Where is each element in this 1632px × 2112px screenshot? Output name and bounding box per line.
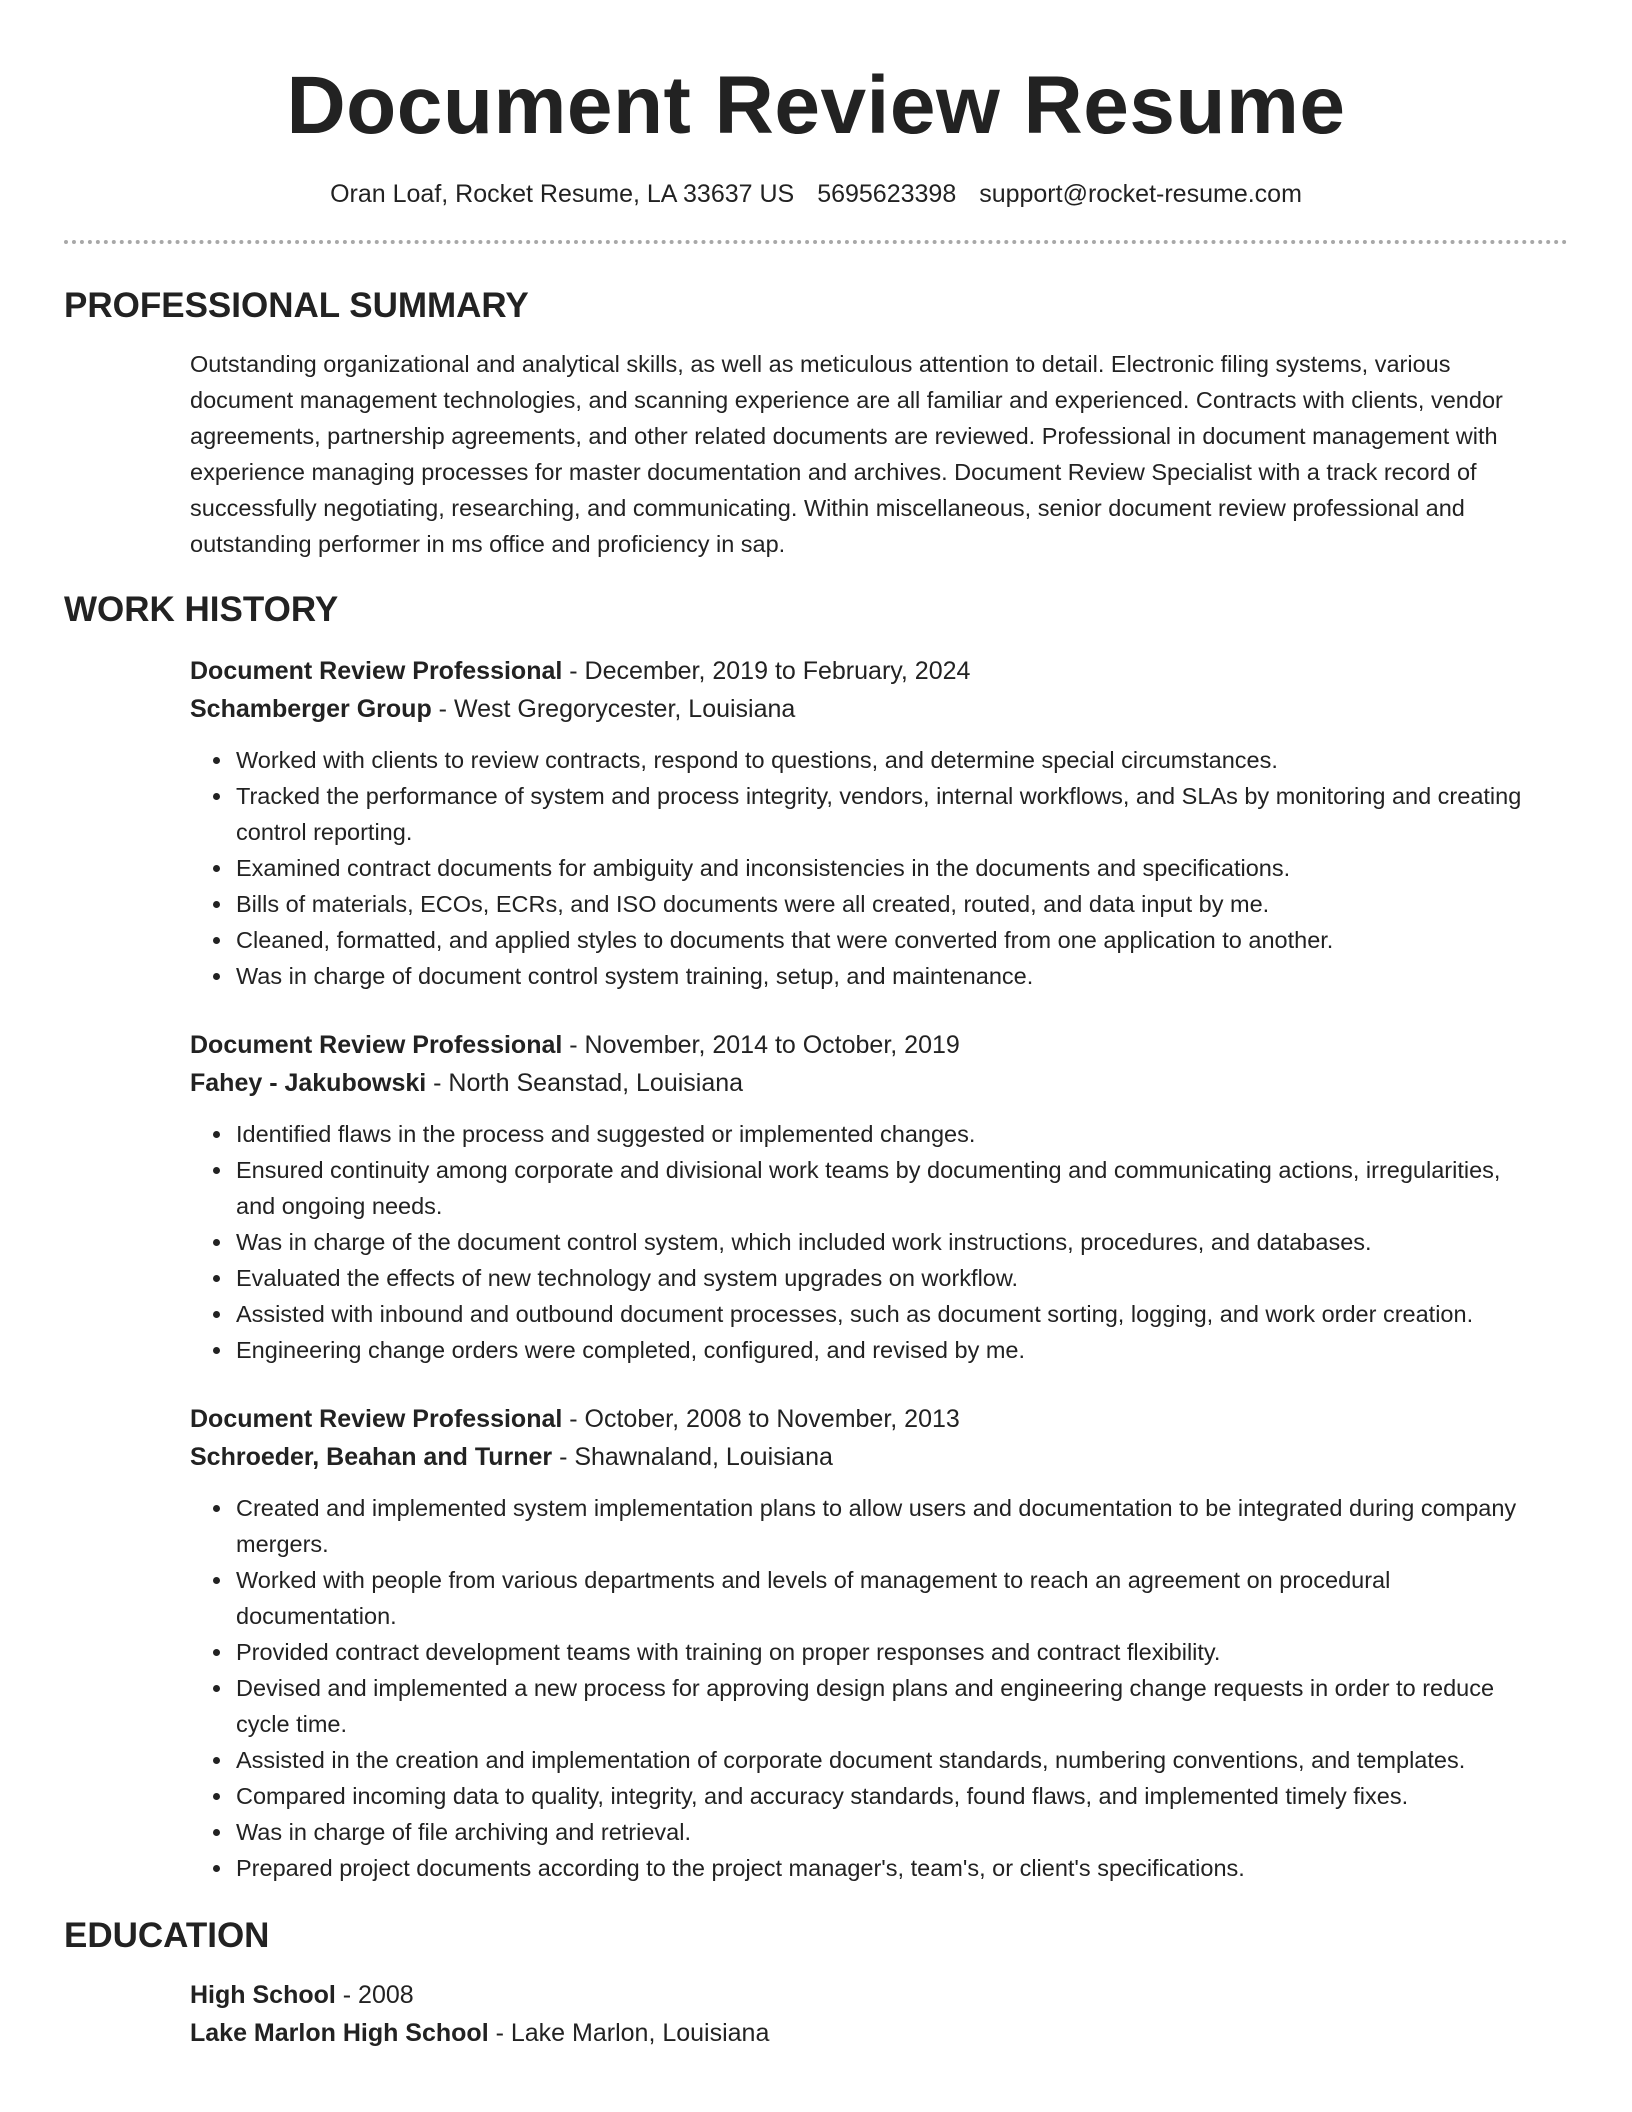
list-item: • Worked with clients to review contracts, respond to questions, and determine special circumstances. bbox=[234, 742, 1546, 778]
education-location: - Lake Marlon, Louisiana bbox=[488, 2019, 770, 2047]
job-company-line bbox=[190, 1438, 1546, 1476]
job-company-line bbox=[190, 690, 1546, 728]
list-item: • Worked with people from various departments and levels of management to reach an agreement on procedural documentation. bbox=[234, 1562, 1546, 1634]
list-item: • Prepared project documents according to the project manager's, team's, or client's specifications. bbox=[234, 1850, 1546, 1886]
education-degree-line bbox=[190, 1976, 1546, 2014]
job-entry bbox=[190, 1026, 1546, 1368]
list-item: • Ensured continuity among corporate and divisional work teams by documenting and communicating actions, irregularities, and ongoing needs. bbox=[234, 1152, 1546, 1224]
job-company: Schamberger Group bbox=[190, 695, 432, 723]
job-title-line bbox=[190, 1400, 1546, 1438]
header-divider bbox=[64, 240, 1568, 244]
education-section bbox=[64, 1976, 1568, 2052]
job-company: Schroeder, Beahan and Turner bbox=[190, 1443, 553, 1471]
summary-heading: PROFESSIONAL SUMMARY bbox=[64, 286, 529, 325]
list-item: • Devised and implemented a new process for approving design plans and engineering change requests in order to reduce cycle time. bbox=[234, 1670, 1546, 1742]
job-title-line bbox=[190, 1026, 1546, 1064]
list-item: • Examined contract documents for ambiguity and inconsistencies in the documents and specifications. bbox=[234, 850, 1546, 886]
list-item: • Assisted with inbound and outbound document processes, such as document sorting, logging, and work order creation. bbox=[234, 1296, 1546, 1332]
summary-text: Outstanding organizational and analytical skills, as well as meticulous attention to detail. Electronic filing systems, various document management technologies, and scanning experience are all familiar and experienced. Contracts with clients, vendor agreements, partnership agreements, and other related documents are reviewed. Professional in document management with experience managing processes for master documentation and archives. Document Review Specialist with a track record of successfully negotiating, researching, and communicating. Within miscellaneous, senior document review professional and outstanding performer in ms office and proficiency in sap. bbox=[190, 351, 1503, 557]
list-item: • Bills of materials, ECOs, ECRs, and ISO documents were all created, routed, and data input by me. bbox=[234, 886, 1546, 922]
contact-line bbox=[64, 178, 1568, 210]
job-bullets bbox=[190, 742, 1546, 994]
work-history-heading: WORK HISTORY bbox=[64, 590, 339, 629]
list-item: • Was in charge of document control system training, setup, and maintenance. bbox=[234, 958, 1546, 994]
job-location: - Shawnaland, Louisiana bbox=[552, 1443, 833, 1471]
list-item: • Assisted in the creation and implementation of corporate document standards, numbering conventions, and templates. bbox=[234, 1742, 1546, 1778]
job-dates: - December, 2019 to February, 2024 bbox=[562, 657, 971, 685]
job-entry bbox=[190, 652, 1546, 994]
job-title: Document Review Professional bbox=[190, 657, 563, 685]
work-history-section bbox=[64, 652, 1568, 1886]
job-location: - West Gregorycester, Louisiana bbox=[431, 695, 796, 723]
job-dates: - October, 2008 to November, 2013 bbox=[562, 1405, 960, 1433]
list-item: • Evaluated the effects of new technology and system upgrades on workflow. bbox=[234, 1260, 1546, 1296]
job-title: Document Review Professional bbox=[190, 1405, 563, 1433]
job-company-line bbox=[190, 1064, 1546, 1102]
contact-address: Oran Loaf, Rocket Resume, LA 33637 US bbox=[330, 180, 795, 208]
list-item: • Provided contract development teams with training on proper responses and contract flexibility. bbox=[234, 1634, 1546, 1670]
list-item: • Identified flaws in the process and suggested or implemented changes. bbox=[234, 1116, 1546, 1152]
education-degree: High School bbox=[190, 1981, 336, 2009]
contact-phone: 5695623398 bbox=[817, 180, 957, 208]
list-item: • Cleaned, formatted, and applied styles to documents that were converted from one application to another. bbox=[234, 922, 1546, 958]
list-item: • Compared incoming data to quality, integrity, and accuracy standards, found flaws, and implemented timely fixes. bbox=[234, 1778, 1546, 1814]
education-school-line bbox=[190, 2014, 1546, 2052]
list-item: • Tracked the performance of system and process integrity, vendors, internal workflows, and SLAs by monitoring and creating control reporting. bbox=[234, 778, 1546, 850]
job-bullets bbox=[190, 1116, 1546, 1368]
summary-section bbox=[64, 346, 1568, 562]
list-item: • Was in charge of the document control system, which included work instructions, procedures, and databases. bbox=[234, 1224, 1546, 1260]
education-school: Lake Marlon High School bbox=[190, 2019, 489, 2047]
job-title: Document Review Professional bbox=[190, 1031, 563, 1059]
job-location: - North Seanstad, Louisiana bbox=[426, 1069, 744, 1097]
contact-email: support@rocket-resume.com bbox=[979, 180, 1302, 208]
list-item: • Created and implemented system implementation plans to allow users and documentation to be integrated during company mergers. bbox=[234, 1490, 1546, 1562]
job-company: Fahey - Jakubowski bbox=[190, 1069, 427, 1097]
list-item: • Was in charge of file archiving and retrieval. bbox=[234, 1814, 1546, 1850]
list-item: • Engineering change orders were completed, configured, and revised by me. bbox=[234, 1332, 1546, 1368]
education-heading: EDUCATION bbox=[64, 1916, 270, 1955]
job-entry bbox=[190, 1400, 1546, 1886]
page-title: Document Review Resume bbox=[286, 60, 1346, 151]
job-bullets bbox=[190, 1490, 1546, 1886]
job-title-line bbox=[190, 652, 1546, 690]
job-dates: - November, 2014 to October, 2019 bbox=[562, 1031, 960, 1059]
education-year: - 2008 bbox=[335, 1981, 414, 2009]
